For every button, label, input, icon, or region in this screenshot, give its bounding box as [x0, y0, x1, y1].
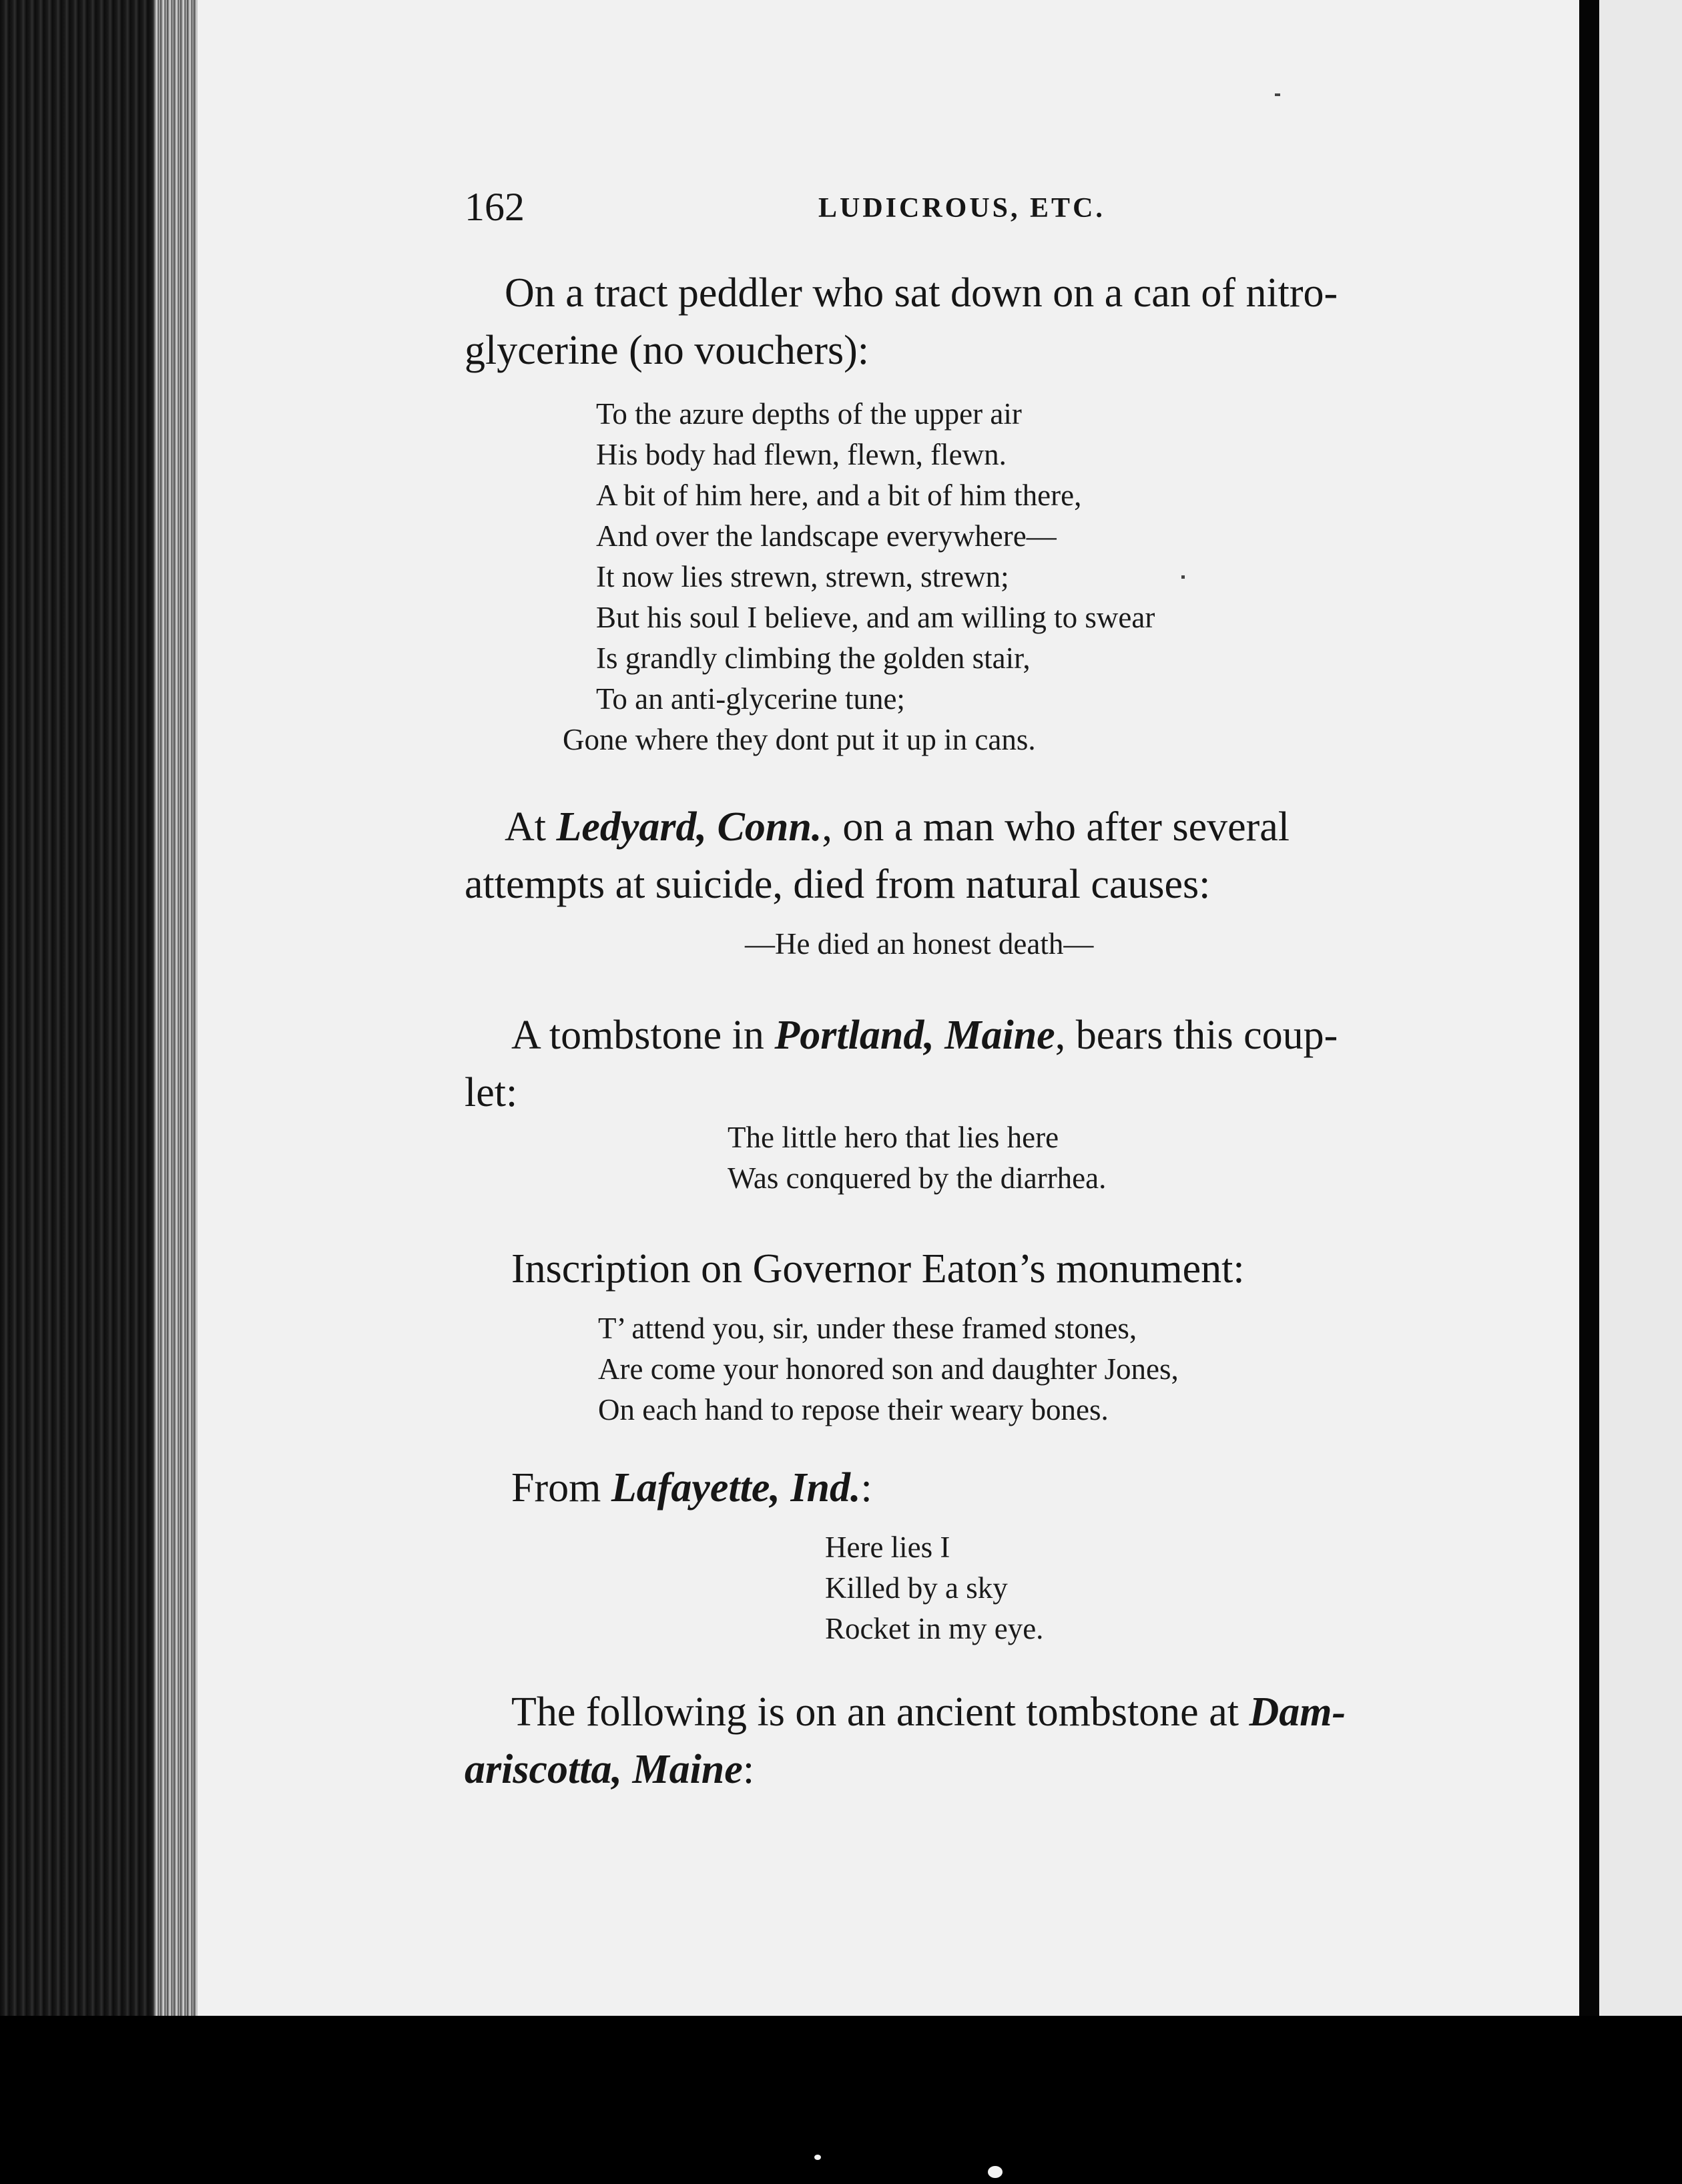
intro-line: glycerine (no vouchers): [465, 328, 869, 373]
intro-text: , on a man who after several [822, 804, 1290, 850]
intro-text: At [505, 804, 557, 850]
verse-line: Rocket in my eye. [825, 1612, 1044, 1645]
intro-line [465, 798, 1290, 856]
verse-block [745, 924, 1093, 965]
verse-line: To an anti-glycerine tune; [596, 682, 905, 716]
entry-intro [511, 1240, 1245, 1298]
scan-dust [1181, 575, 1185, 579]
verse-line: Here lies I [825, 1531, 950, 1564]
verse-line: Killed by a sky [825, 1571, 1008, 1605]
entry-intro [511, 1459, 872, 1517]
intro-text: , bears this coup- [1055, 1013, 1338, 1058]
entry-intro [465, 798, 1290, 913]
verse-line: Are come your honored son and daughter Jones, [598, 1352, 1179, 1386]
entry-intro [465, 1683, 1346, 1798]
entry-intro [465, 1007, 1338, 1121]
scan-border-bottom [0, 2016, 1682, 2184]
verse-line: —He died an honest death— [745, 927, 1094, 961]
verse-block [728, 1117, 1106, 1199]
verse-block [825, 1527, 1043, 1649]
intro-text: From [511, 1465, 611, 1511]
intro-line: Inscription on Governor Eaton’s monument: [511, 1246, 1245, 1292]
intro-text: : [742, 1747, 755, 1792]
verse-line: But his soul I believe, and am willing to swear [596, 601, 1155, 634]
verse-line: And over the landscape everywhere— [596, 519, 1057, 553]
verse-line: On each hand to repose their weary bones. [598, 1393, 1109, 1426]
intro-line: On a tract peddler who sat down on a can of nitro- [505, 270, 1338, 316]
facing-page-edge [1599, 0, 1682, 2049]
intro-line [465, 1007, 1338, 1064]
scan-speck [988, 2166, 1003, 2178]
verse-line: A bit of him here, and a bit of him there, [596, 479, 1082, 512]
intro-line: attempts at suicide, died from natural causes: [465, 862, 1211, 907]
intro-text: The following is on an ancient tombstone at [511, 1689, 1249, 1735]
scan-dust [1275, 93, 1280, 96]
verse-line: The little hero that lies here [728, 1121, 1059, 1154]
place-name: Portland, Maine [774, 1013, 1055, 1058]
intro-line [465, 1741, 1346, 1798]
verse-line: T’ attend you, sir, under these framed stones, [598, 1312, 1137, 1345]
verse-block [563, 394, 1155, 760]
place-name: ariscotta, Maine [465, 1747, 743, 1792]
verse-line: Gone where they dont put it up in cans. [563, 723, 1036, 756]
place-name: Dam- [1249, 1689, 1346, 1735]
verse-line: It now lies strewn, strewn, strewn; [596, 560, 1009, 593]
intro-text: A tombstone in [511, 1013, 775, 1058]
intro-line [511, 1459, 872, 1517]
entry-intro [465, 264, 1338, 379]
page-number: 162 [465, 185, 525, 229]
book-gutter [1579, 0, 1599, 2069]
place-name: Ledyard, Conn. [556, 804, 822, 850]
verse-block [598, 1308, 1179, 1430]
verse-line: Was conquered by the diarrhea. [728, 1161, 1107, 1195]
book-page-edges [154, 0, 200, 2184]
verse-line: Is grandly climbing the golden stair, [596, 641, 1031, 675]
verse-line: His body had flewn, flewn, flewn. [596, 438, 1007, 471]
intro-line: let: [465, 1070, 518, 1115]
intro-line [465, 1683, 1346, 1741]
verse-line: To the azure depths of the upper air [596, 397, 1022, 431]
running-head: LUDICROUS, ETC. [818, 193, 1105, 224]
intro-text: : [860, 1465, 872, 1511]
scan-speck [814, 2155, 821, 2160]
place-name: Lafayette, Ind. [611, 1465, 861, 1511]
